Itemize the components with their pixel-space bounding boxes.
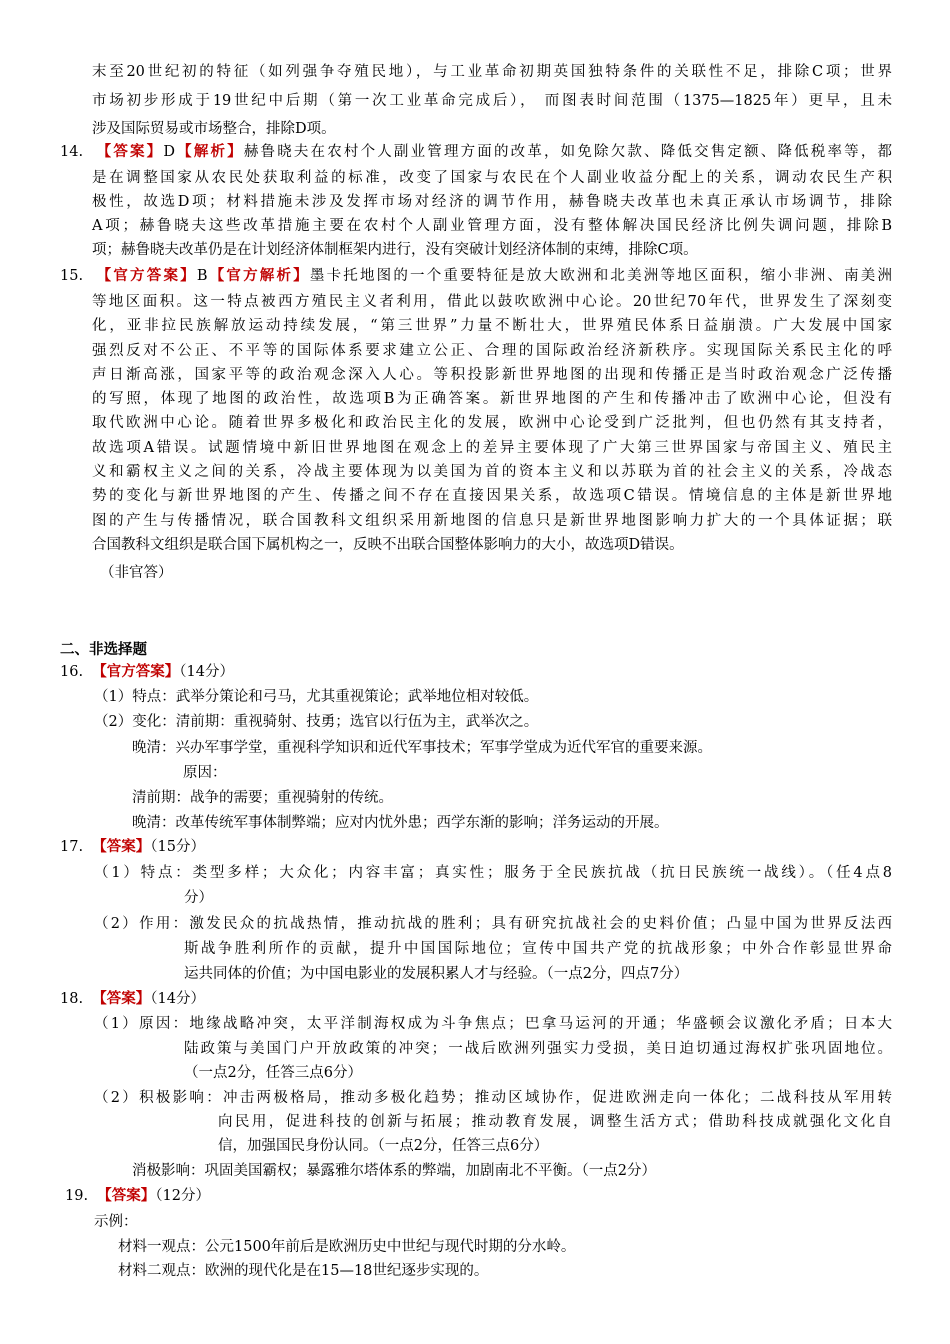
analysis-text: 墨卡托地图的一个重要特征是放大欧洲和北美洲等地区面积，缩小非洲、南美洲 (309, 268, 893, 284)
q15-line: 合国教科文组织是联合国下属机构之一，反映不出联合国整体影响力的大小，故选项D错误。 (92, 537, 684, 553)
q15-line: 势的变化与新世界地图的产生、传播之间不存在直接因果关系，故选项C错误。情境信息的主体是新世界地 (92, 488, 892, 504)
question-number: 19. (65, 1188, 89, 1204)
q15-line: 声日渐高涨，国家平等的政治观念深入人心。等积投影新世界地图的出现和传播正是当时政治观念广泛传播 (92, 367, 892, 383)
q18-line: 向民用，促进科技的创新与拓展；推动教育发展，调整生活方式；借助科技成就强化文化自 (218, 1114, 892, 1130)
q16-line: 清前期：战争的需要；重视骑射的传统。 (132, 790, 393, 806)
q19-line: 材料二观点：欧洲的现代化是在15—18世纪逐步实现的。 (118, 1263, 489, 1279)
q18-line: （1）原因：地缘战略冲突，太平洋制海权成为斗争焦点；巴拿马运河的开通；华盛顿会议激化矛盾；日本大 (94, 1016, 892, 1032)
q16-line: 晚清：改革传统军事体制弊端；应对内忧外患；西学东渐的影响；洋务运动的开展。 (132, 815, 669, 831)
q18-line: （一点2分，任答三点6分） (184, 1065, 362, 1081)
answer-tag: 【答案】 (92, 990, 151, 1007)
score: （12分） (155, 1188, 210, 1204)
q16-line: 晚清：兴办军事学堂，重视科学知识和近代军事技术；军事学堂成为近代军官的重要来源。 (132, 740, 712, 756)
q17-line: 运共同体的价值；为中国电影业的发展积累人才与经验。（一点2分，四点7分） (184, 966, 689, 982)
score: （15分） (150, 839, 205, 855)
q17-line: （1）特点：类型多样；大众化；内容丰富；真实性；服务于全民族抗战（抗日民族统一战线）。（任4点8 (94, 865, 893, 881)
q17-line: 分） (184, 890, 213, 906)
q18-header (60, 987, 205, 1011)
analysis-tag: 【解析】 (174, 143, 244, 160)
q17-line: 斯战争胜利所作的贡献，提升中国国际地位；宣传中国共产党的抗战形象；中外合作彰显世界命 (184, 941, 892, 957)
q15-first-line (60, 264, 892, 288)
q18-line: 信，加强国民身份认同。（一点2分，任答三点6分） (218, 1138, 549, 1154)
q15-line: 图的产生与传播情况，联合国教科文组织采用新地图的信息只是新世界地图影响力扩大的一个具体证据；联 (92, 513, 892, 529)
q14-line: 极性，故选D项；材料措施未涉及发挥市场对经济的调节作用，赫鲁晓夫改革也未真正承认市场调节，排除 (92, 194, 892, 210)
q15-line: 义和霸权主义之间的关系，冷战主要体现为以美国为首的资本主义和以苏联为首的社会主义的关系，冷战态 (92, 464, 892, 480)
q16-header (60, 660, 234, 684)
q19-example-label: 示例： (94, 1214, 138, 1230)
intro-line: 涉及国际贸易或市场整合，排除D项。 (92, 121, 336, 137)
score: （14分） (150, 991, 205, 1007)
q15-line: 取代欧洲中心论。随着世界多极化和政治民主化的发展，欧洲中心论受到广泛批判，但也仍然有其支持者， (92, 415, 892, 431)
q18-line: （2）积极影响：冲击两极格局，推动多极化趋势；推动区域协作，促进欧洲走向一体化；二战科技从军用转 (94, 1090, 892, 1106)
q16-line: 原因： (183, 765, 227, 781)
q15-line: 强烈反对不公正、不平等的国际体系要求建立公正、合理的国际政治经济新秩序。实现国际关系民主化的呼 (92, 343, 892, 359)
question-number: 17. (60, 839, 84, 855)
answer-letter: B (196, 268, 208, 284)
section-title: 二、非选择题 (60, 641, 147, 658)
q15-line: 等地区面积。这一特点被西方殖民主义者利用，借此以鼓吹欧洲中心论。20世纪70年代，世界发生了深刻变 (92, 294, 892, 310)
q15-line: 故选项A错误。试题情境中新旧世界地图在观念上的差异主要体现了广大第三世界国家与帝国主义、殖民主 (92, 440, 892, 456)
analysis-text: 赫鲁晓夫在农村个人副业管理方面的改革，如免除欠款、降低交售定额、降低税率等，都 (243, 144, 893, 160)
q19-line: 材料一观点：公元1500年前后是欧洲历史中世纪与现代时期的分水岭。 (118, 1239, 576, 1255)
question-number: 15. (60, 268, 84, 284)
q14-line: A项；赫鲁晓夫这些改革措施主要在农村个人副业管理方面，没有整体解决国民经济比例失调问题，排除B (92, 218, 892, 234)
score: （14分） (179, 664, 234, 680)
answer-tag: 【答案】 (92, 838, 151, 855)
q17-line: （2）作用：激发民众的抗战热情，推动抗战的胜利；具有研究抗战社会的史料价值；凸显中国为世界反法西 (94, 916, 892, 932)
question-number: 18. (60, 991, 84, 1007)
question-number: 14. (60, 144, 84, 160)
q16-line: （1）特点：武举分策论和弓马，尤其重视策论；武举地位相对较低。 (94, 689, 539, 705)
q14-line: 是在调整国家从农民处获取利益的标准，改变了国家与农民在个人副业收益分配上的关系，调动农民生产积 (92, 170, 892, 186)
q15-line: 的写照，体现了地图的政治性，故选项B为正确答案。新世界地图的产生和传播冲击了欧洲中心论，但没有 (92, 391, 892, 407)
answer-tag: 【官方答案】 (96, 267, 197, 284)
intro-line: 末至20世纪初的特征（如列强争夺殖民地），与工业革命初期英国独特条件的关联性不足，排除C项；世界 (92, 64, 892, 80)
q19-header (65, 1184, 210, 1208)
q18-line: 消极影响：巩固美国霸权；暴露雅尔塔体系的弊端，加剧南北不平衡。（一点2分） (132, 1163, 656, 1179)
q14-first-line (60, 140, 892, 164)
intro-line: 市场初步形成于19世纪中后期（第一次工业革命完成后）， 而图表时间范围（1375—1825年）更早，且未 (92, 93, 892, 109)
answer-letter: D (163, 144, 175, 160)
analysis-tag: 【官方解析】 (207, 267, 310, 284)
q18-line: 陆政策与美国门户开放政策的冲突；一战后欧洲列强实力受损，美日迫切通过海权扩张巩固地位。 (184, 1041, 892, 1057)
answer-tag: 【答案】 (96, 143, 164, 160)
q14-line: 项；赫鲁晓夫改革仍是在计划经济体制框架内进行，没有突破计划经济体制的束缚，排除C项。 (92, 242, 698, 258)
question-number: 16. (60, 664, 84, 680)
answer-tag: 【官方答案】 (92, 663, 180, 680)
q17-header (60, 835, 205, 859)
answer-tag: 【答案】 (97, 1187, 156, 1204)
q15-note: （非官答） (100, 565, 173, 581)
q15-line: 化，亚非拉民族解放运动持续发展，“第三世界”力量不断壮大，世界殖民体系日益崩溃。广大发展中国家 (92, 318, 892, 334)
q16-line: （2）变化：清前期：重视骑射、技勇；选官以行伍为主，武举次之。 (94, 714, 539, 730)
